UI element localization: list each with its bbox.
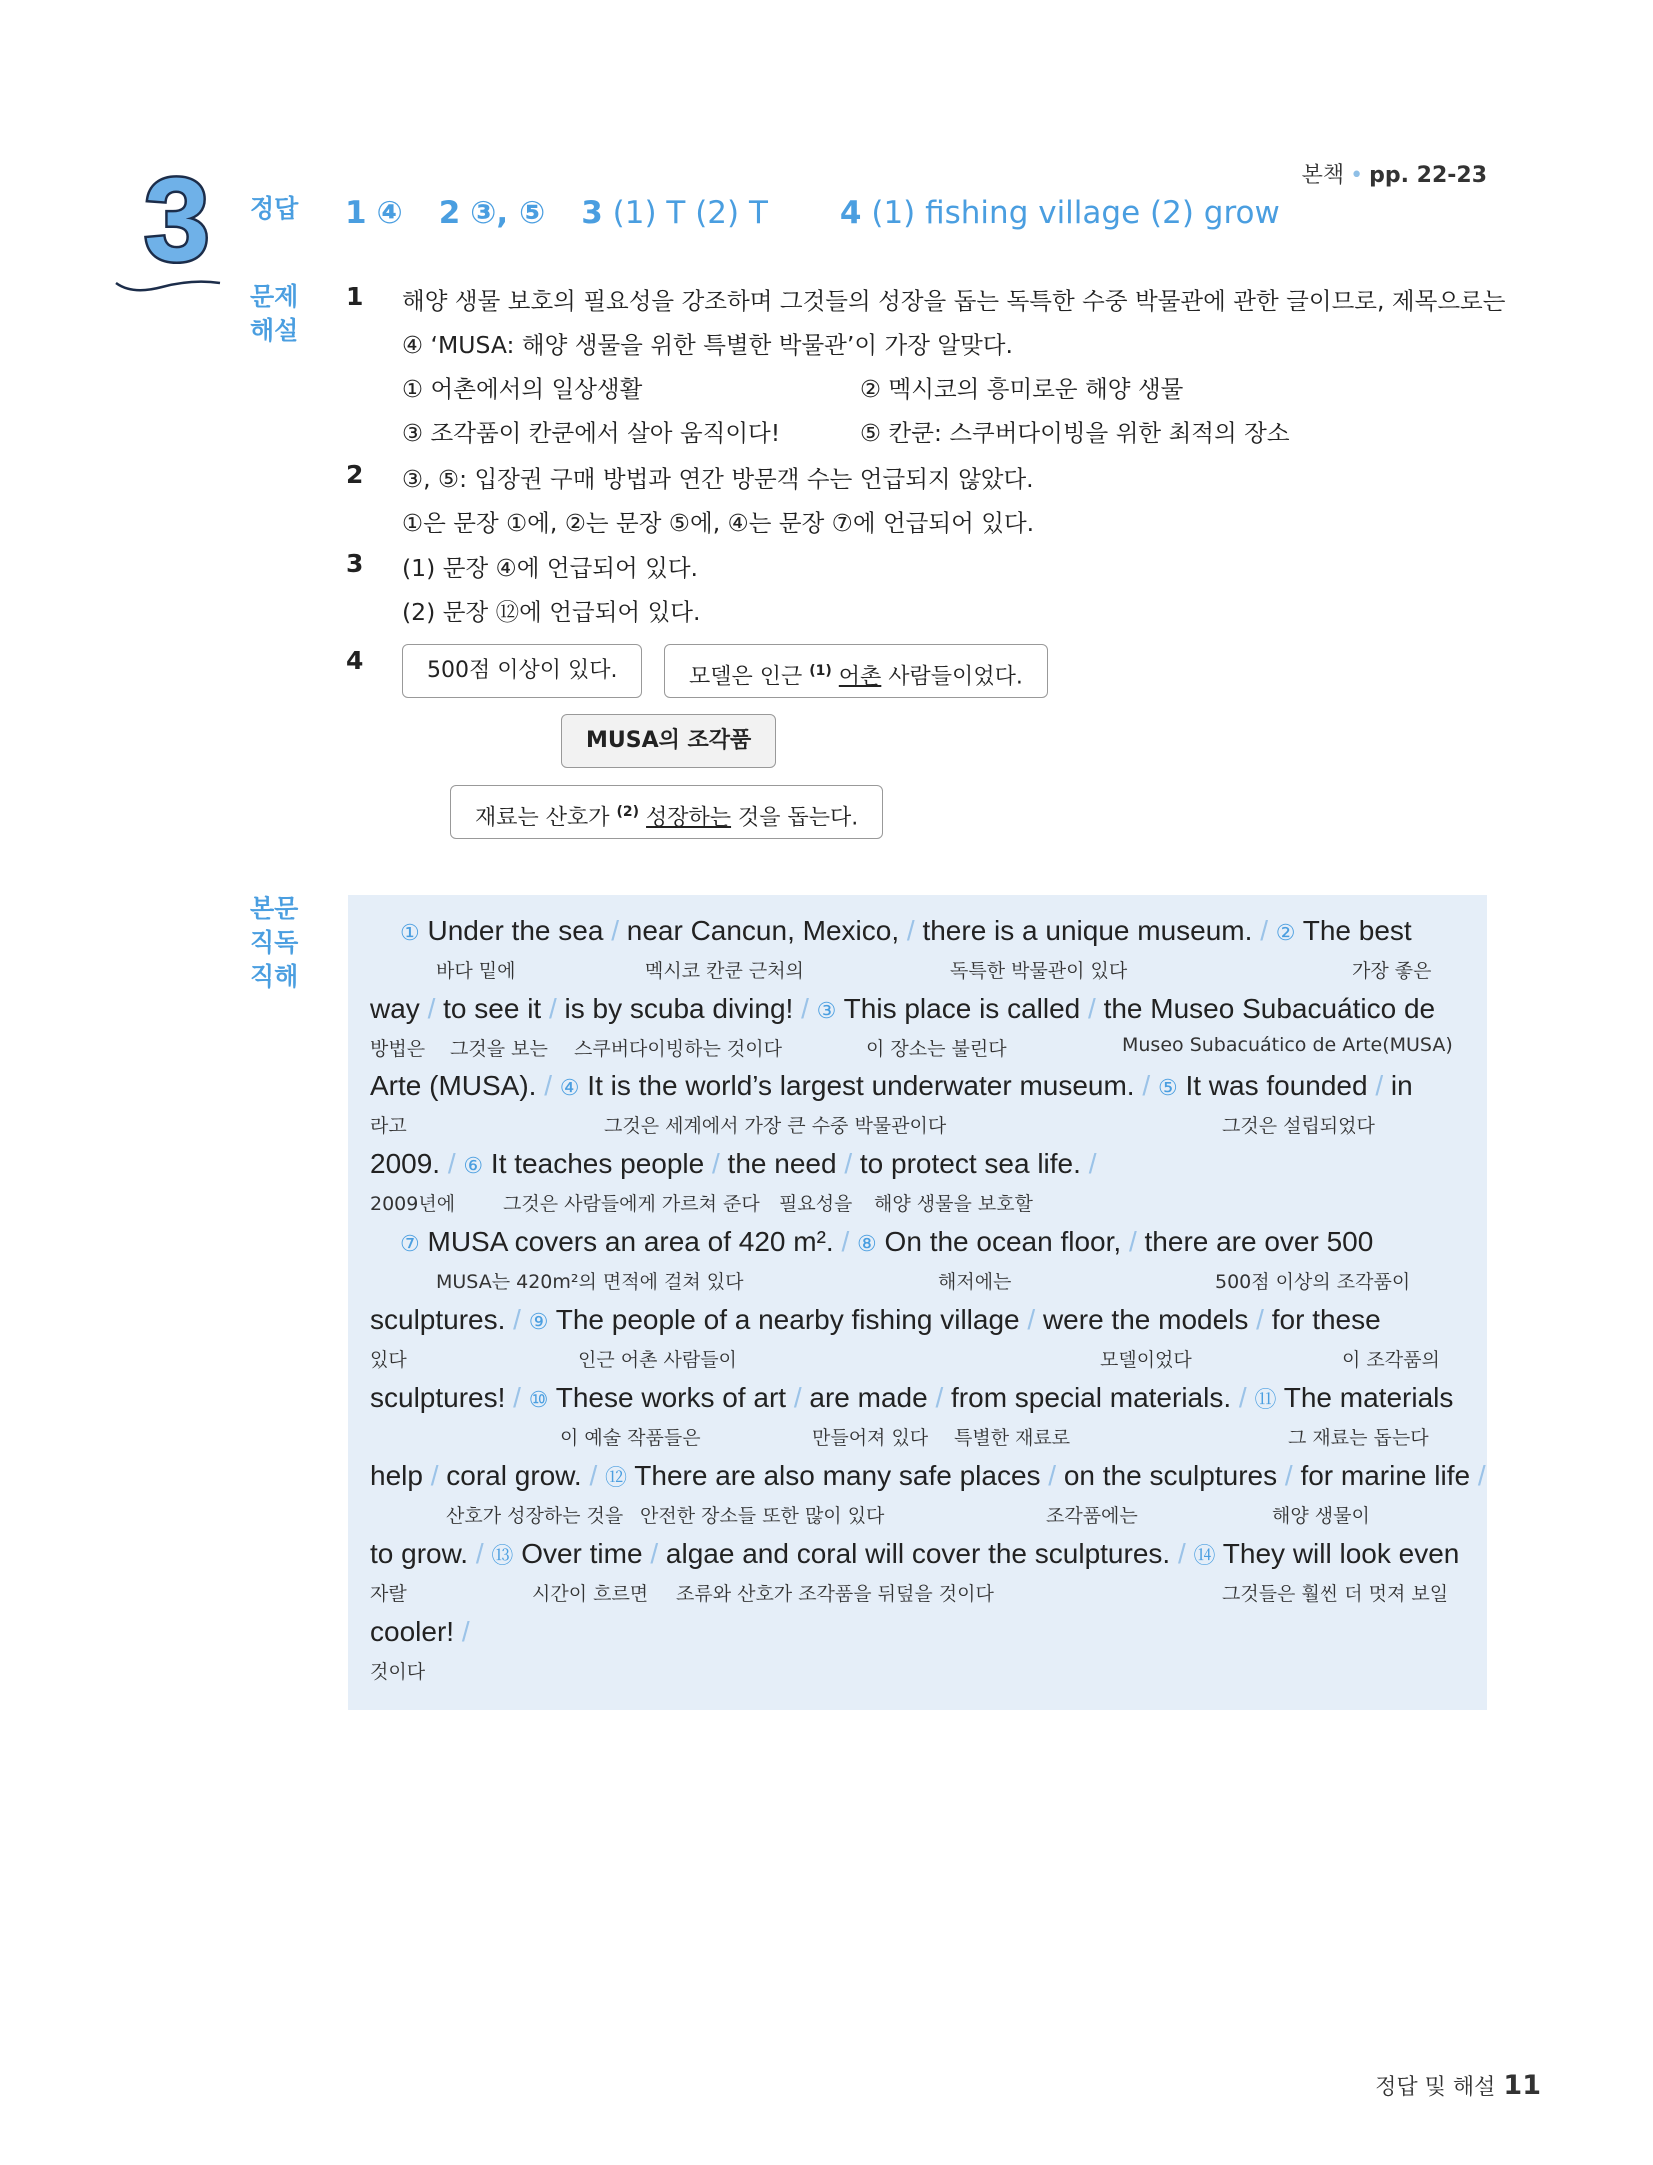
gloss: 해양 생물을 보호할 xyxy=(874,1193,1033,1215)
answer-2-number: 2 xyxy=(438,195,461,231)
gloss: 있다 xyxy=(370,1349,407,1371)
explanation-label-line1: 문제 xyxy=(250,282,299,311)
diagram-box-models xyxy=(664,644,1048,698)
diagram-box-sculpture-count xyxy=(402,644,642,698)
passage-line: sculptures! / ⑩ These works of art / are made / from special materials. / ⑪ The materials xyxy=(370,1382,1454,1413)
gloss: 라고 xyxy=(370,1115,407,1137)
answer-2 xyxy=(439,195,546,231)
passage-line: 2009. / ⑥ It teaches people / the need / to protect sea life. / xyxy=(370,1148,1097,1179)
gloss: 500점 이상의 조각품이 xyxy=(1215,1271,1411,1293)
q1-line2: ④ ‘MUSA: 해양 생물을 위한 특별한 박물관’이 가장 알맞다. xyxy=(402,331,1013,359)
question-3-number: 3 xyxy=(346,549,364,578)
gloss: 이 장소는 불린다 xyxy=(866,1038,1007,1060)
question-2-number: 2 xyxy=(346,460,364,489)
gloss: 그 재료는 돕는다 xyxy=(1288,1427,1429,1449)
dot-separator: • xyxy=(1350,163,1364,188)
gloss: 이 조각품의 xyxy=(1342,1349,1440,1371)
page-footer xyxy=(1375,2070,1541,2101)
reading-label-line2: 직독 xyxy=(250,928,299,957)
passage-line: ① Under the sea / near Cancun, Mexico, / there is a unique museum. / ② The best xyxy=(400,915,1412,946)
q1-line1: 해양 생물 보호의 필요성을 강조하며 그것들의 성장을 돕는 독특한 수중 박물관에 관한 글이므로, 제목으로는 xyxy=(402,287,1506,315)
box3-answer: 성장하는 xyxy=(646,805,732,831)
diagram-box1-text: 500점 이상이 있다. xyxy=(427,658,618,683)
gloss: 그것을 보는 xyxy=(450,1038,548,1060)
question-4-number: 4 xyxy=(346,646,364,675)
section-number-graphic xyxy=(132,168,222,278)
gloss: 가장 좋은 xyxy=(1352,960,1432,982)
gloss: MUSA는 420m²의 면적에 걸쳐 있다 xyxy=(436,1271,744,1293)
q1-option5: ⑤ 칸쿤: 스쿠버다이빙을 위한 최적의 장소 xyxy=(860,419,1290,447)
page-number: 11 xyxy=(1503,2070,1541,2101)
gloss: 2009년에 xyxy=(370,1193,456,1215)
section-number: 3 xyxy=(144,168,210,278)
gloss: 만들어져 있다 xyxy=(812,1427,929,1449)
gloss: 해저에는 xyxy=(938,1271,1012,1293)
passage-line: cooler! / xyxy=(370,1616,470,1647)
gloss: 산호가 성장하는 것을 xyxy=(446,1505,624,1527)
gloss: 방법은 xyxy=(370,1038,426,1060)
q3-line1: (1) 문장 ④에 언급되어 있다. xyxy=(402,554,699,582)
reading-label-line3: 직해 xyxy=(250,962,299,991)
gloss: 그것들은 훨씬 더 멋져 보일 xyxy=(1222,1583,1449,1605)
box2-blank-marker: (1) xyxy=(809,663,832,679)
passage-line: help / coral grow. / ⑫ There are also many safe places / on the sculptures / for marine life / xyxy=(370,1460,1486,1491)
answer-4 xyxy=(840,195,1316,231)
answer-2-value: ③, ⑤ xyxy=(470,195,546,231)
answer-1-value: ④ xyxy=(376,195,403,231)
gloss: 것이다 xyxy=(370,1661,426,1683)
passage-line: way / to see it / is by scuba diving! / ③ This place is called / the Museo Subacuático de xyxy=(370,993,1436,1024)
passage-line: sculptures. / ⑨ The people of a nearby fishing village / were the models / for these xyxy=(370,1304,1381,1335)
answer-3-value: (1) T (2) T xyxy=(612,195,768,231)
reading-label xyxy=(250,892,298,994)
box3-blank-marker: (2) xyxy=(616,804,640,820)
gloss: 자랄 xyxy=(370,1583,407,1605)
answer-summary xyxy=(345,195,1352,231)
diagram-center-text: MUSA의 조각품 xyxy=(586,728,752,753)
answer-1-number: 1 xyxy=(345,195,367,231)
gloss: 시간이 흐르면 xyxy=(532,1583,649,1605)
gloss: 필요성을 xyxy=(779,1193,853,1215)
gloss: 이 예술 작품들은 xyxy=(560,1427,701,1449)
answer-1 xyxy=(345,195,403,231)
answer-label: 정답 xyxy=(250,194,299,223)
answer-3-number: 3 xyxy=(581,195,603,231)
diagram-box-materials xyxy=(450,785,883,839)
gloss: 특별한 재료로 xyxy=(954,1427,1071,1449)
gloss: 바다 밑에 xyxy=(436,960,516,982)
q2-line1: ③, ⑤: 입장권 구매 방법과 연간 방문객 수는 언급되지 않았다. xyxy=(402,465,1034,493)
explanation-label-line2: 해설 xyxy=(250,316,299,345)
gloss: 인근 어촌 사람들이 xyxy=(578,1349,737,1371)
answer-3 xyxy=(581,195,804,231)
gloss: 그것은 사람들에게 가르쳐 준다 xyxy=(503,1193,760,1215)
gloss: 조각품에는 xyxy=(1046,1505,1138,1527)
q1-option1: ① 어촌에서의 일상생활 xyxy=(402,375,643,403)
gloss: 멕시코 칸쿤 근처의 xyxy=(645,960,804,982)
gloss: 안전한 장소들 또한 많이 있다 xyxy=(640,1505,885,1527)
page-reference xyxy=(1302,158,1487,189)
q1-option2: ② 멕시코의 흥미로운 해양 생물 xyxy=(860,375,1184,403)
page-ref-pages: pp. 22-23 xyxy=(1369,163,1487,188)
gloss: 모델이었다 xyxy=(1100,1349,1192,1371)
q2-line2: ①은 문장 ①에, ②는 문장 ⑤에, ④는 문장 ⑦에 언급되어 있다. xyxy=(402,509,1035,537)
footer-label: 정답 및 해설 xyxy=(1375,2075,1496,2100)
question-1-number: 1 xyxy=(346,282,364,311)
page-ref-label: 본책 xyxy=(1301,163,1345,188)
diagram-center-box xyxy=(561,714,776,768)
answer-4-value: (1) fishing village (2) grow xyxy=(871,195,1280,231)
gloss: 스쿠버다이빙하는 것이다 xyxy=(574,1038,782,1060)
gloss: 그것은 세계에서 가장 큰 수중 박물관이다 xyxy=(604,1115,947,1137)
reading-label-line1: 본문 xyxy=(250,894,299,923)
passage-line: to grow. / ⑬ Over time / algae and coral will cover the sculptures. / ⑭ They will look even xyxy=(370,1538,1460,1569)
gloss: 해양 생물이 xyxy=(1272,1505,1370,1527)
q3-line2: (2) 문장 ⑫에 언급되어 있다. xyxy=(402,598,701,626)
explanation-label xyxy=(250,280,298,348)
box2-post: 사람들이었다. xyxy=(881,664,1023,690)
answer-4-number: 4 xyxy=(839,195,862,231)
gloss: 그것은 설립되었다 xyxy=(1222,1115,1375,1137)
gloss: 독특한 박물관이 있다 xyxy=(950,960,1128,982)
box3-post: 것을 돕는다. xyxy=(731,805,859,831)
gloss: 조류와 산호가 조각품을 뒤덮을 것이다 xyxy=(676,1583,994,1605)
passage-line: ⑦ MUSA covers an area of 420 m². / ⑧ On the ocean floor, / there are over 500 xyxy=(400,1226,1374,1257)
box3-pre: 재료는 산호가 xyxy=(475,805,617,831)
gloss: Museo Subacuático de Arte(MUSA) xyxy=(1122,1034,1453,1056)
q1-option3: ③ 조각품이 칸쿤에서 살아 움직이다! xyxy=(402,419,781,447)
box2-pre: 모델은 인근 xyxy=(689,664,810,690)
passage-line: Arte (MUSA). / ④ It is the world’s largest underwater museum. / ⑤ It was founded / in xyxy=(370,1070,1413,1101)
box2-answer: 어촌 xyxy=(838,664,882,690)
swoosh-decoration xyxy=(112,275,224,295)
